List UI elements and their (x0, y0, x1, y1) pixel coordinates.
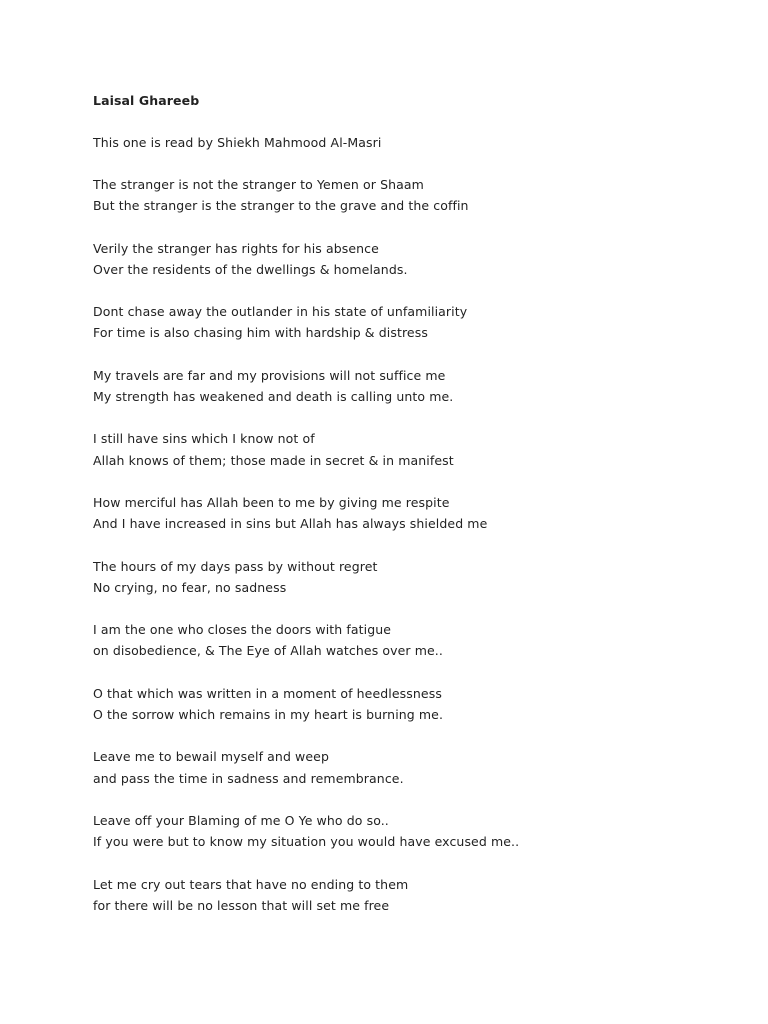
stanza-6 (93, 492, 733, 535)
poem-line: And I have increased in sins but Allah has always shielded me (93, 516, 488, 532)
poem-line: on disobedience, & The Eye of Allah watches over me.. (93, 643, 443, 659)
stanza-7 (93, 556, 733, 599)
poem-line: The stranger is not the stranger to Yemen or Shaam (93, 177, 424, 192)
stanza-3 (93, 301, 733, 344)
poem-line: But the stranger is the stranger to the grave and the coffin (93, 198, 469, 214)
poem-line: O the sorrow which remains in my heart is burning me. (93, 707, 444, 723)
poem-line: O that which was written in a moment of heedlessness (93, 685, 442, 701)
poem-byline: This one is read by Shiekh Mahmood Al-Masri (93, 135, 382, 150)
stanza-10 (93, 746, 733, 789)
poem-line: Let me cry out tears that have no ending to them (93, 876, 409, 892)
poem-line: My travels are far and my provisions will not suffice me (93, 367, 446, 383)
stanza-4 (93, 365, 733, 408)
poem-content (93, 90, 733, 916)
poem-title: Laisal Ghareeb (93, 93, 200, 108)
poem-line: I still have sins which I know not of (93, 431, 315, 447)
stanza-5 (93, 428, 733, 471)
poem-line: Allah knows of them; those made in secret & in manifest (93, 452, 454, 468)
poem-line: Dont chase away the outlander in his state of unfamiliarity (93, 304, 468, 320)
stanza-12 (93, 874, 733, 917)
poem-line: Leave me to bewail myself and weep (93, 749, 329, 765)
stanza-2 (93, 238, 733, 281)
stanza-1 (93, 174, 733, 217)
poem-line: Leave off your Blaming of me O Ye who do so.. (93, 812, 389, 828)
poem-line: The hours of my days pass by without regret (93, 558, 378, 574)
poem-line: I am the one who closes the doors with fatigue (93, 622, 392, 638)
poem-line: Over the residents of the dwellings & homelands. (93, 261, 408, 277)
poem-line: No crying, no fear, no sadness (93, 579, 287, 595)
poem-line: How merciful has Allah been to me by giving me respite (93, 494, 450, 510)
poem-line: For time is also chasing him with hardship & distress (93, 325, 428, 341)
poem-line: and pass the time in sadness and remembrance. (93, 770, 404, 786)
stanza-8 (93, 619, 733, 662)
poem-line: If you were but to know my situation you would have excused me.. (93, 834, 520, 850)
stanza-9 (93, 683, 733, 726)
poem-line: Verily the stranger has rights for his absence (93, 240, 379, 256)
poem-line: for there will be no lesson that will set me free (93, 897, 390, 913)
poem-line: My strength has weakened and death is calling unto me. (93, 389, 454, 405)
stanza-11 (93, 810, 733, 853)
